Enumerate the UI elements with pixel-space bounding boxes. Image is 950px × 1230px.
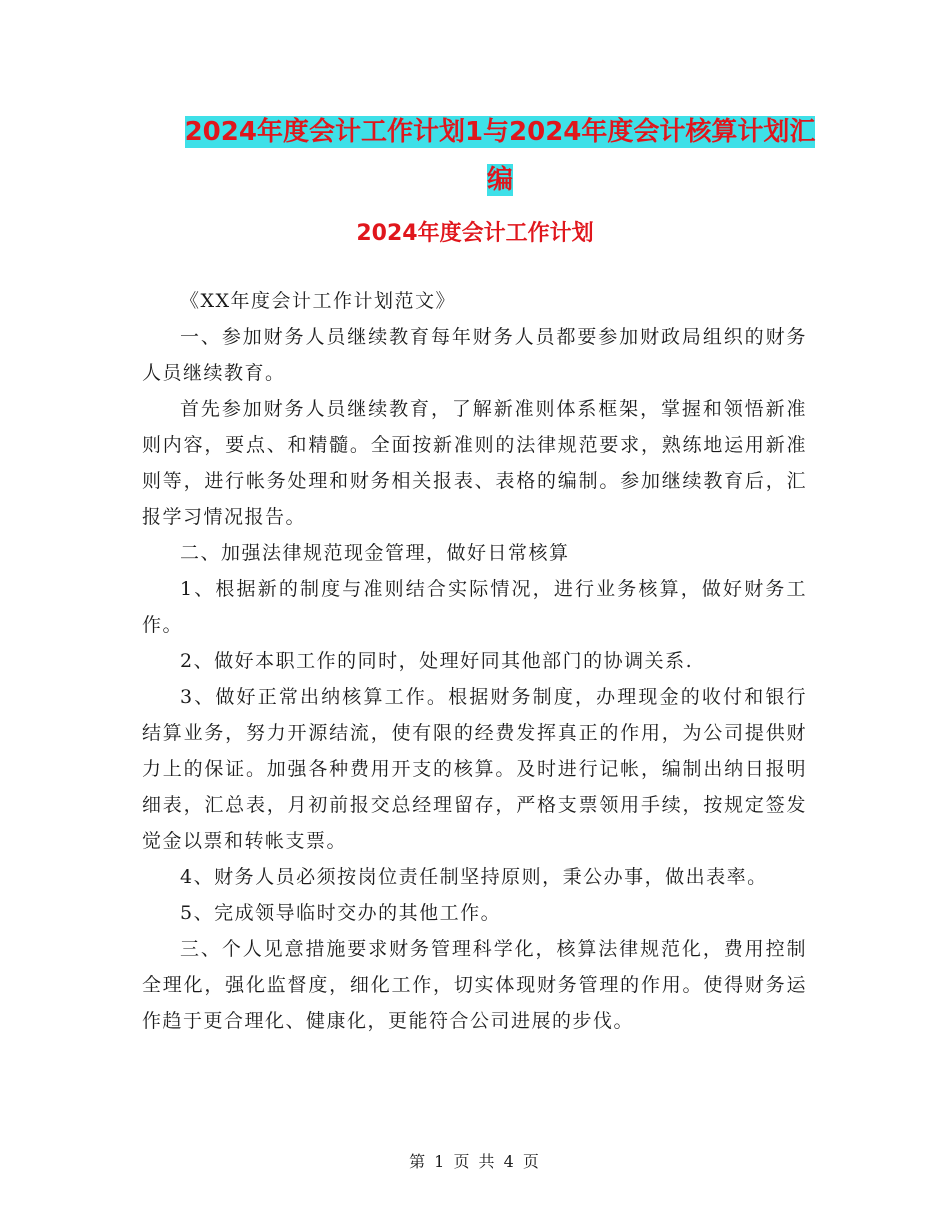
document-title-line-1: 2024年度会计工作计划1与2024年度会计核算计划汇 (184, 117, 816, 147)
document-title (140, 108, 860, 204)
paragraph: 《XX年度会计工作计划范文》 (180, 290, 457, 312)
paragraph: 二、加强法律规范现金管理，做好日常核算 (180, 542, 570, 564)
paragraph: 1、根据新的制度与准则结合实际情况，进行业务核算，做好财务工作。 (142, 578, 807, 636)
paragraph: 三、个人见意措施要求财务管理科学化，核算法律规范化，费用控制全理化，强化监督度，细化工作，切实体现财务管理的作用。使得财务运作趋于更合理化、健康化，更能符合公司进展的步伐。 (142, 938, 807, 1032)
paragraph: 一、参加财务人员继续教育每年财务人员都要参加财政局组织的财务人员继续教育。 (142, 326, 807, 384)
paragraph: 4、财务人员必须按岗位责任制坚持原则，秉公办事，做出表率。 (180, 866, 768, 888)
paragraph: 2、做好本职工作的同时，处理好同其他部门的协调关系. (180, 650, 694, 672)
paragraph: 3、做好正常出纳核算工作。根据财务制度，办理现金的收付和银行结算业务，努力开源结流，使有限的经费发挥真正的作用，为公司提供财力上的保证。加强各种费用开支的核算。及时进行记帐，编制出纳日报明细表，汇总表，月初前报交总经理留存，严格支票领用手续，按规定签发觉金以票和转帐支票。 (142, 686, 807, 852)
document-title-line-2: 编 (486, 165, 513, 195)
document-body (142, 283, 807, 1039)
section-title: 2024年度会计工作计划 (356, 221, 594, 246)
paragraph: 5、完成领导临时交办的其他工作。 (180, 902, 502, 924)
page-footer: 第 1 页 共 4 页 (409, 1152, 541, 1171)
paragraph: 首先参加财务人员继续教育，了解新准则体系框架，掌握和领悟新准则内容，要点、和精髓。全面按新准则的法律规范要求，熟练地运用新准则等，进行帐务处理和财务相关报表、表格的编制。参加继续教育后，汇报学习情况报告。 (142, 398, 807, 528)
